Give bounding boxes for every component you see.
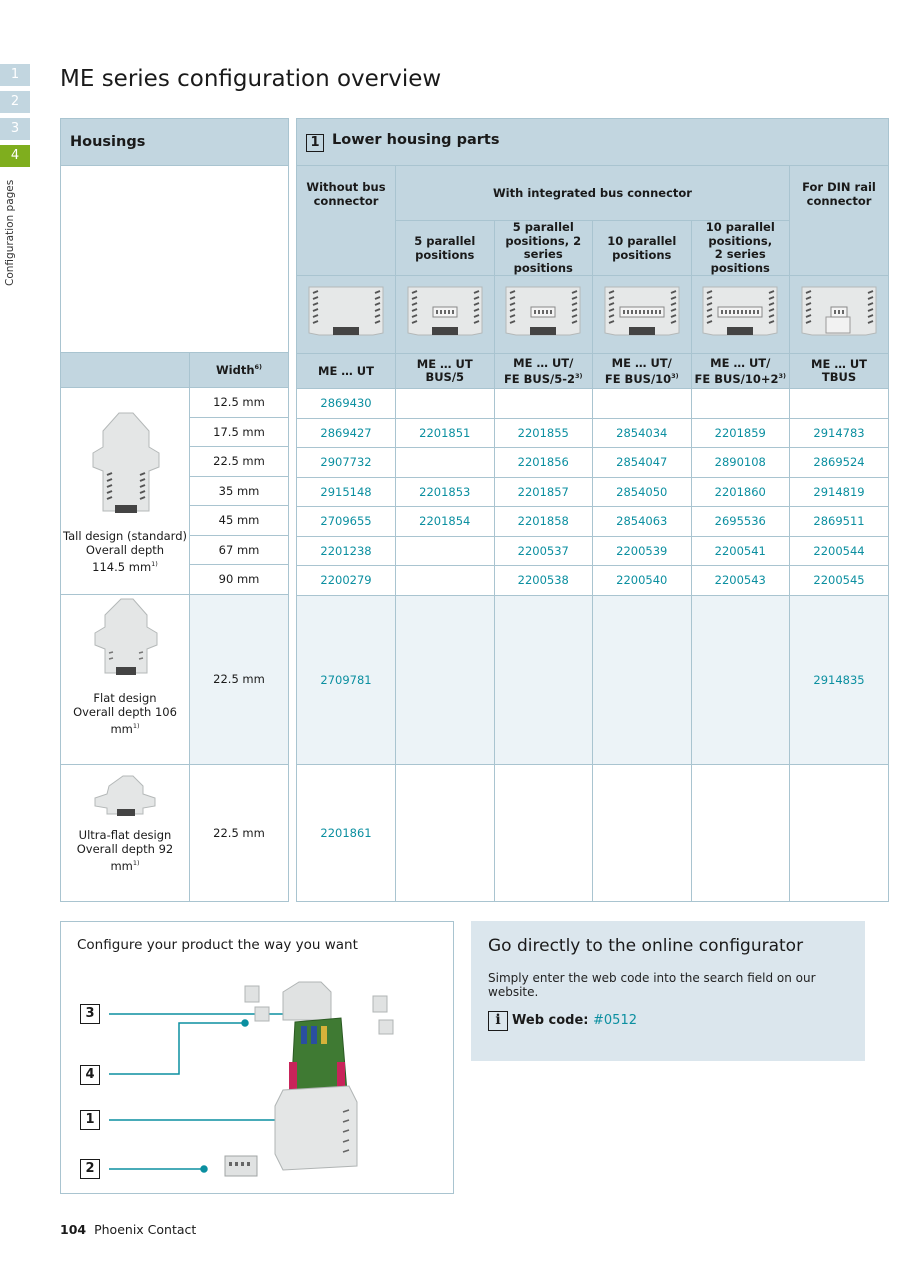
width-cell: 12.5 mm	[190, 388, 289, 418]
order-number-cell[interactable]: 2869524	[790, 448, 889, 478]
housings-header: Housings	[61, 119, 289, 166]
order-number-cell[interactable]: 2201851	[396, 418, 495, 448]
housings-table	[60, 118, 289, 902]
width-cell: 35 mm	[190, 476, 289, 506]
order-number-cell[interactable]: 2854063	[593, 507, 692, 537]
order-number-cell	[494, 595, 593, 764]
order-number-cell[interactable]: 2869427	[297, 418, 396, 448]
order-number-cell	[396, 595, 495, 764]
order-number-cell[interactable]: 2914783	[790, 418, 889, 448]
sub-header: 5 parallel positions, 2 series positions	[494, 221, 593, 276]
order-number-cell[interactable]: 2915148	[297, 477, 396, 507]
width-cell: 22.5 mm	[190, 764, 289, 901]
width-cell: 22.5 mm	[190, 594, 289, 764]
tall-depth-value: 114.5 mm	[92, 559, 152, 574]
side-tab-1[interactable]: 1	[0, 64, 30, 86]
sub-header: 5 parallel positions	[396, 221, 495, 276]
lower-housing-image	[500, 283, 586, 343]
ultra-flat-depth-label: Overall depth 92 mm	[76, 841, 174, 873]
order-number-cell[interactable]: 2854050	[593, 477, 692, 507]
order-number-cell[interactable]: 2200543	[691, 566, 790, 596]
order-number-cell[interactable]: 2200539	[593, 536, 692, 566]
order-number-cell[interactable]: 2201858	[494, 507, 593, 537]
order-number-cell[interactable]: 2200538	[494, 566, 593, 596]
tall-depth-label: Overall depth	[85, 542, 165, 557]
table-row	[297, 764, 889, 901]
table-row	[297, 477, 889, 507]
model-header: ME … UT TBUS	[790, 354, 889, 389]
product-image-cell	[297, 276, 396, 354]
model-header: ME … UT/ FE BUS/$10+2^{3)}$	[691, 354, 790, 389]
model-header: ME … UT/ FE BUS/10$^{3)}$	[593, 354, 692, 389]
order-number-cell	[790, 389, 889, 419]
width-cell: 22.5 mm	[190, 447, 289, 477]
online-text: Simply enter the web code into the search field on our website.	[488, 971, 816, 999]
order-number-cell	[396, 764, 495, 901]
configure-box	[60, 921, 454, 1194]
sub-header: 10 parallel positions	[593, 221, 692, 276]
order-number-cell[interactable]: 2709655	[297, 507, 396, 537]
order-number-cell[interactable]: 2201857	[494, 477, 593, 507]
order-number-cell[interactable]: 2200279	[297, 566, 396, 596]
order-number-cell[interactable]: 2200540	[593, 566, 692, 596]
configure-title: Configure your product the way you want	[77, 937, 358, 953]
tall-design-cell: Tall design (standard) Overall depth 114.5 $mm^{1)}$	[61, 388, 190, 595]
callout-number: 1	[80, 1110, 100, 1130]
order-number-cell[interactable]: 2869511	[790, 507, 889, 537]
width-cell: 17.5 mm	[190, 417, 289, 447]
order-number-cell[interactable]: 2201861	[297, 764, 396, 901]
product-image-cell	[593, 276, 692, 354]
order-number-cell[interactable]: 2907732	[297, 448, 396, 478]
lower-housing-image	[796, 283, 882, 343]
sub-header: 10 parallel positions, 2 series positions	[691, 221, 790, 276]
web-code: i Web code: #0512	[488, 1011, 637, 1031]
order-number-cell[interactable]: 2200545	[790, 566, 889, 596]
integrated-bus-header: With integrated bus connector	[396, 166, 790, 221]
company-name: Phoenix Contact	[94, 1222, 197, 1237]
page-number: 104	[60, 1222, 87, 1237]
lower-housing-image	[697, 283, 783, 343]
order-number-cell[interactable]: 2201854	[396, 507, 495, 537]
order-number-cell	[396, 536, 495, 566]
order-number-cell[interactable]: 2854047	[593, 448, 692, 478]
lower-housing-image	[402, 283, 488, 343]
table-row	[297, 595, 889, 764]
side-tab-4[interactable]: 4	[0, 145, 30, 167]
order-number-cell[interactable]: 2869430	[297, 389, 396, 419]
order-number-cell[interactable]: 2201859	[691, 418, 790, 448]
order-number-cell[interactable]: 2201855	[494, 418, 593, 448]
order-number-cell[interactable]: 2200537	[494, 536, 593, 566]
order-number-cell	[494, 389, 593, 419]
order-number-cell[interactable]: 2914819	[790, 477, 889, 507]
order-number-cell[interactable]: 2201238	[297, 536, 396, 566]
order-number-cell	[691, 389, 790, 419]
width-header: Width$^{6)}$	[190, 353, 289, 388]
lower-housing-header: 1 Lower housing parts	[297, 119, 889, 166]
online-configurator-box	[471, 921, 865, 1061]
callout-number: 4	[80, 1065, 100, 1085]
order-number-cell	[396, 448, 495, 478]
order-number-cell[interactable]: 2890108	[691, 448, 790, 478]
order-number-cell[interactable]: 2201853	[396, 477, 495, 507]
order-number-cell[interactable]: 2854034	[593, 418, 692, 448]
side-tab-2[interactable]: 2	[0, 91, 30, 113]
callout-number: 3	[80, 1004, 100, 1024]
product-image-cell	[494, 276, 593, 354]
width-cell: 45 mm	[190, 506, 289, 536]
ultra-flat-design-cell: Ultra-flat design Overall depth 92 $mm^{1)}$	[61, 764, 190, 901]
order-number-cell	[790, 764, 889, 901]
ultra-flat-design-label: Ultra-flat design	[78, 827, 172, 842]
product-image-cell	[396, 276, 495, 354]
section-number-badge: 1	[306, 134, 324, 152]
order-number-cell[interactable]: 2201856	[494, 448, 593, 478]
footer	[60, 1222, 196, 1237]
housings-blank	[61, 166, 289, 353]
width-cell: 90 mm	[190, 565, 289, 595]
order-number-cell	[593, 595, 692, 764]
flat-design-label: Flat design	[93, 690, 157, 705]
table-row	[297, 418, 889, 448]
callout-number: 2	[80, 1159, 100, 1179]
model-header: ME … UT/ FE BUS/5-2$^{3)}$	[494, 354, 593, 389]
order-number-cell	[691, 764, 790, 901]
lower-housing-image	[599, 283, 685, 343]
width-cell: 67 mm	[190, 535, 289, 565]
page-title: ME series configuration overview	[60, 66, 442, 92]
lower-housing-image	[303, 283, 389, 343]
order-number-cell[interactable]: 2695536	[691, 507, 790, 537]
flat-housing-image	[83, 595, 167, 681]
model-header: ME … UT BUS/5	[396, 354, 495, 389]
order-number-cell[interactable]: 2709781	[297, 595, 396, 764]
table-row	[297, 507, 889, 537]
tall-housing-image	[83, 409, 167, 519]
side-tab-3[interactable]: 3	[0, 118, 30, 140]
order-number-cell	[691, 595, 790, 764]
order-number-cell	[593, 764, 692, 901]
order-number-cell	[494, 764, 593, 901]
flat-design-cell: Flat design Overall depth 106 $mm^{1)}$	[61, 594, 190, 764]
exploded-assembly-diagram	[61, 922, 455, 1195]
flat-depth-label: Overall depth 106 mm	[73, 704, 177, 736]
info-icon: i	[488, 1011, 508, 1031]
table-row	[297, 566, 889, 596]
table-row	[297, 536, 889, 566]
order-number-cell[interactable]: 2201860	[691, 477, 790, 507]
without-bus-header: Without bus connector	[297, 166, 396, 276]
ultra-flat-housing-image	[83, 772, 167, 818]
din-rail-header: For DIN rail connector	[790, 166, 889, 276]
order-number-cell	[593, 389, 692, 419]
model-header: ME … UT	[297, 354, 396, 389]
order-number-cell[interactable]: 2914835	[790, 595, 889, 764]
table-row	[297, 448, 889, 478]
order-number-cell[interactable]: 2200544	[790, 536, 889, 566]
tall-design-label: Tall design (standard)	[62, 528, 187, 543]
order-number-cell[interactable]: 2200541	[691, 536, 790, 566]
side-label: Configuration pages	[4, 179, 16, 286]
product-image-cell	[691, 276, 790, 354]
online-title: Go directly to the online configurator	[488, 936, 804, 956]
table-row	[297, 389, 889, 419]
order-number-cell	[396, 389, 495, 419]
lower-housing-table	[296, 118, 889, 902]
product-image-cell	[790, 276, 889, 354]
product-images-row	[297, 276, 889, 354]
web-code-link[interactable]: #0512	[593, 1013, 637, 1028]
order-number-cell	[396, 566, 495, 596]
